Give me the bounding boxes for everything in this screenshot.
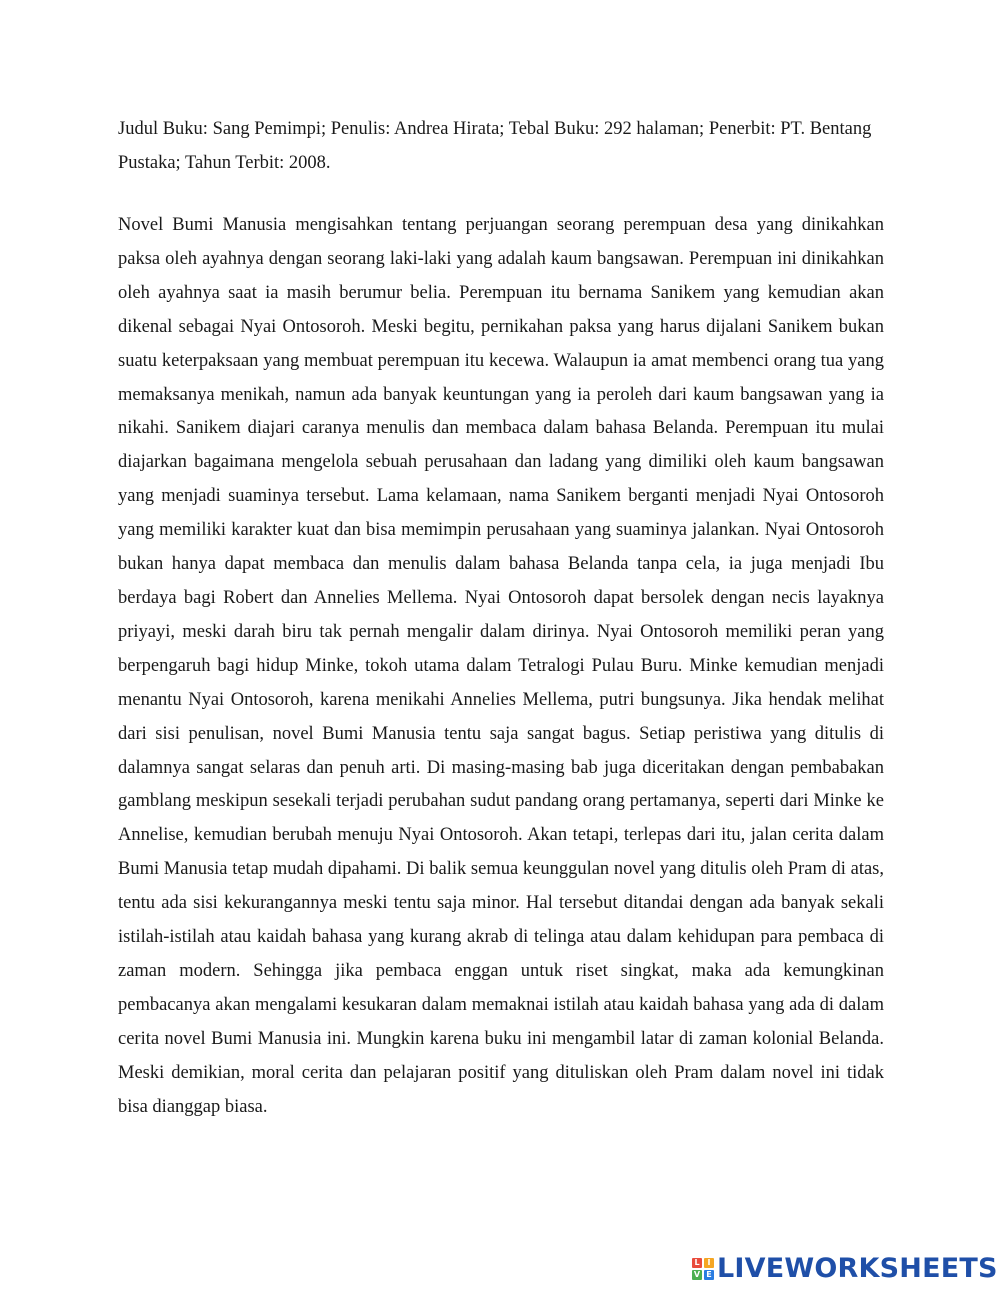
logo-square-l: L [692,1258,702,1268]
liveworksheets-watermark [692,1252,998,1286]
liveworksheets-wordmark: LIVEWORKSHEETS [717,1253,998,1284]
liveworksheets-logo-icon [692,1258,714,1280]
review-paragraph: Novel Bumi Manusia mengisahkan tentang perjuangan seorang perempuan desa yang dinikahkan paksa oleh ayahnya dengan seorang laki-laki yang adalah kaum bangsawan. Perempuan ini dinikahkan oleh ayahnya saat ia masih berumur belia. Perempuan itu bernama Sanikem yang kemudian akan dikenal sebagai Nyai Ontosoroh. Meski begitu, pernikahan paksa yang harus dijalani Sanikem bukan suatu keterpaksaan yang membuat perempuan itu kecewa. Walaupun ia amat membenci orang tua yang memaksanya menikah, namun ada banyak keuntungan yang ia peroleh dari kaum bangsawan yang ia nikahi. Sanikem diajari caranya menulis dan membaca dalam bahasa Belanda. Perempuan itu mulai diajarkan bagaimana mengelola sebuah perusahaan dan ladang yang dimiliki oleh kaum bangsawan yang menjadi suaminya tersebut. Lama kelamaan, nama Sanikem berganti menjadi Nyai Ontosoroh yang memiliki karakter kuat dan bisa memimpin perusahaan yang suaminya jalankan. Nyai Ontosoroh bukan hanya dapat membaca dan menulis dalam bahasa Belanda tanpa cela, ia juga menjadi Ibu berdaya bagi Robert dan Annelies Mellema. Nyai Ontosoroh dapat bersolek dengan necis layaknya priyayi, meski darah biru tak pernah mengalir dalam dirinya. Nyai Ontosoroh memiliki peran yang berpengaruh bagi hidup Minke, tokoh utama dalam Tetralogi Pulau Buru. Minke kemudian menjadi menantu Nyai Ontosoroh, karena menikahi Annelies Mellema, putri bungsunya. Jika hendak melihat dari sisi penulisan, novel Bumi Manusia tentu saja sangat bagus. Setiap peristiwa yang ditulis di dalamnya sangat selaras dan penuh arti. Di masing-masing bab juga diceritakan dengan pembabakan gamblang meskipun sesekali terjadi perubahan sudut pandang orang pertamanya, seperti dari Minke ke Annelise, kemudian berubah menuju Nyai Ontosoroh. Akan tetapi, terlepas dari itu, jalan cerita dalam Bumi Manusia tetap mudah dipahami. Di balik semua keunggulan novel yang ditulis oleh Pram di atas, tentu ada sisi kekurangannya meski tentu saja minor. Hal tersebut ditandai dengan ada banyak sekali istilah-istilah atau kaidah bahasa yang kurang akrab di telinga atau dalam kehidupan para pembaca di zaman modern. Sehingga jika pembaca enggan untuk riset singkat, maka ada kemungkinan pembacanya akan mengalami kesukaran dalam memaknai istilah atau kaidah bahasa yang ada di dalam cerita novel Bumi Manusia ini. Mungkin karena buku ini mengambil latar di zaman kolonial Belanda. Meski demikian, moral cerita dan pelajaran positif yang dituliskan oleh Pram dalam novel ini tidak bisa dianggap biasa. [118,215,884,1117]
logo-square-e: E [704,1270,714,1280]
logo-square-v: V [693,1270,701,1279]
logo-square-i: I [704,1258,714,1268]
book-info-text: Judul Buku: Sang Pemimpi; Penulis: Andrea Hirata; Tebal Buku: 292 halaman; Penerbit: PT. Bentang Pustaka; Tahun Terbit: 2008. [118,119,872,173]
